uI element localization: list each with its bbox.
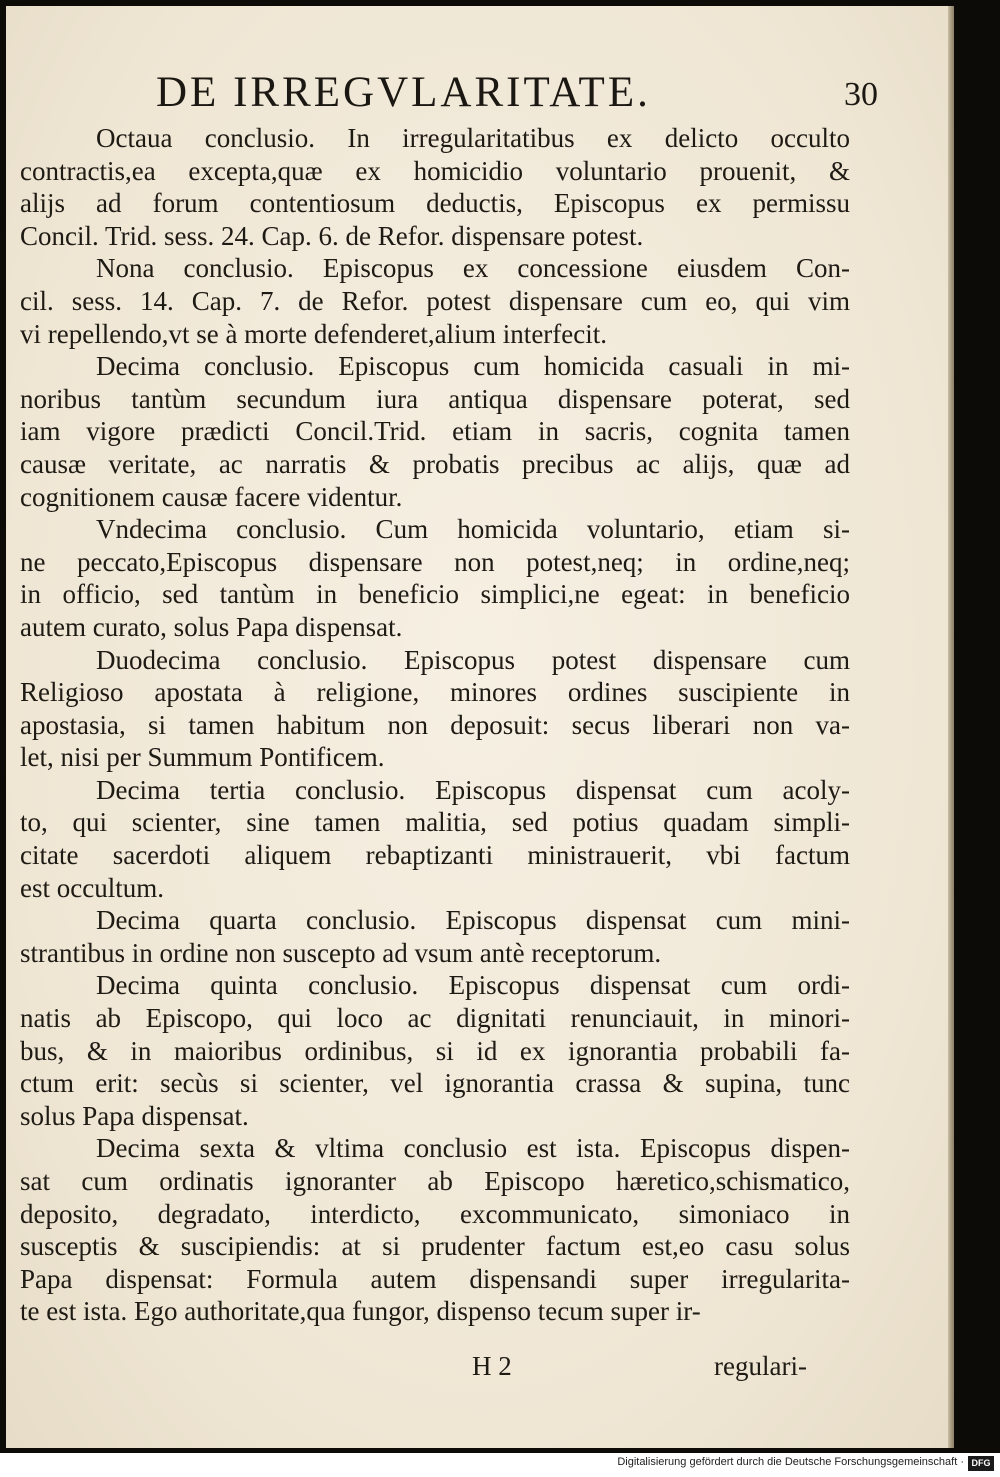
text-line: citate sacerdoti aliquem rebaptizanti ministrauerit, vbi factum [20,840,850,871]
text-line: solus Papa dispensat. [20,1100,249,1131]
paragraph [20,252,850,350]
text-line: Decima quarta conclusio. Episcopus dispensat cum mini- [96,905,850,936]
paragraph [20,904,850,969]
body-text [20,122,850,1328]
text-line: to, qui scienter, sine tamen malitia, sed potius quadam simpli- [20,807,850,838]
footer-bar [0,1453,1000,1477]
paragraph [20,1132,850,1328]
paragraph [20,774,850,904]
paragraph [20,513,850,643]
running-title: DE IRREGVLARITATE. [156,69,651,116]
text-line: noribus tantùm secundum iura antiqua dispensare poterat, sed [20,383,850,414]
text-line: Octaua conclusio. In irregularitatibus ex delicto occulto [96,123,850,153]
paragraph [20,969,850,1132]
text-line: strantibus in ordine non suscepto ad vsum antè receptorum. [20,937,662,968]
text-line: ne peccato,Episcopus dispensare non potest,neq; in ordine,neq; [20,546,850,577]
text-line: sat cum ordinatis ignoranter ab Episcopo hæretico,schismatico, [20,1166,850,1196]
page-header [156,68,908,128]
text-line: Duodecima conclusio. Episcopus potest dispensare cum [96,644,850,675]
text-line: iam vigore prædicti Concil.Trid. etiam in sacris, cognita tamen [20,416,850,447]
paragraph [20,122,850,252]
text-line: alijs ad forum contentiosum deductis, Episcopus ex permissu [20,188,850,219]
text-line: let, nisi per Summum Pontificem. [20,742,385,773]
paragraph [20,350,850,513]
text-line: Decima tertia conclusio. Episcopus dispensat cum acoly- [96,774,850,805]
text-line: Nona conclusio. Episcopus ex concessione eiusdem Con- [96,253,850,284]
text-line: apostasia, si tamen habitum non deposuit: secus liberari non va- [20,709,850,740]
page-number: 30 [844,76,878,113]
text-line: vi repellendo,vt se à morte defenderet,alium interfecit. [20,318,607,349]
book-page [6,6,948,1448]
page-bottom [6,1351,948,1395]
text-line: ctum erit: secùs si scienter, vel ignorantia crassa & supina, tunc [20,1068,850,1099]
text-line: causæ veritate, ac narratis & probatis precibus ac alijs, quæ ad [20,448,850,479]
text-line: in officio, sed tantùm in beneficio simplici,ne egeat: in beneficio [20,579,850,610]
text-line: susceptis & suscipiendis: at si prudenter factum est,eo casu solus [20,1231,850,1262]
text-line: Papa dispensat: Formula autem dispensandi super irregularita- [20,1263,850,1294]
catchword: regulari- [714,1351,807,1381]
text-line: cil. sess. 14. Cap. 7. de Refor. potest dispensare cum eo, qui vim [20,285,850,316]
text-line: te est ista. Ego authoritate,qua fungor, dispenso tecum super ir- [20,1296,701,1327]
dfg-logo-icon: DFG [968,1456,994,1471]
text-line: Vndecima conclusio. Cum homicida voluntario, etiam si- [96,514,850,545]
signature-mark: H 2 [472,1351,512,1381]
text-line: Decima quinta conclusio. Episcopus dispensat cum ordi- [96,970,850,1001]
text-line: bus, & in maioribus ordinibus, si id ex ignorantia probabili fa- [20,1035,850,1066]
text-line: deposito, degradato, interdicto, excommunicato, simoniaco in [20,1198,850,1229]
text-line: cognitionem causæ facere videntur. [20,481,403,512]
text-line: Decima conclusio. Episcopus cum homicida casuali in mi- [96,351,850,382]
text-line: autem curato, solus Papa dispensat. [20,611,403,642]
paragraph [20,644,850,774]
text-line: Religioso apostata à religione, minores ordines suscipiente in [20,677,850,708]
text-line: Concil. Trid. sess. 24. Cap. 6. de Refor. dispensare potest. [20,220,644,251]
text-line: Decima sexta & vltima conclusio est ista. Episcopus dispen- [96,1133,850,1164]
text-line: natis ab Episcopo, qui loco ac dignitati renunciauit, in minori- [20,1003,850,1034]
text-line: est occultum. [20,872,164,903]
funding-credit: Digitalisierung gefördert durch die Deutsche Forschungsgemeinschaft · [617,1456,964,1468]
text-line: contractis,ea excepta,quæ ex homicidio voluntario prouenit, & [20,155,850,186]
